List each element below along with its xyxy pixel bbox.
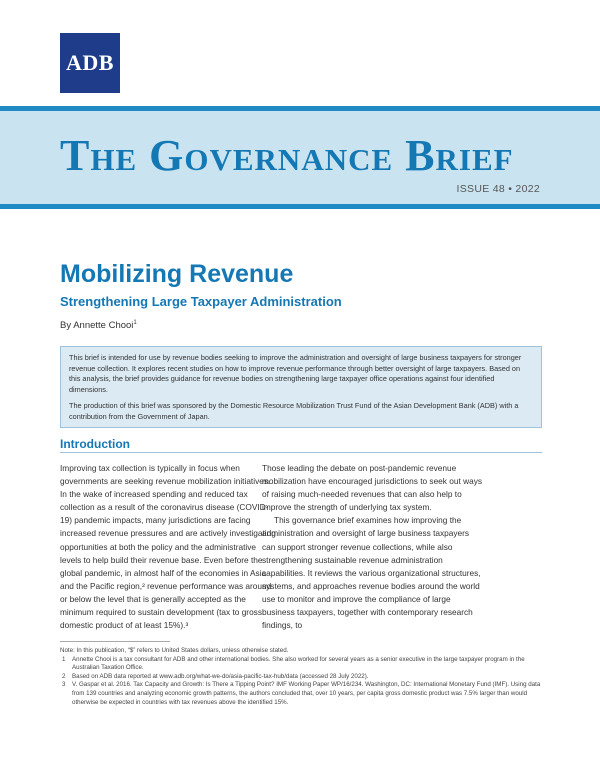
abstract-paragraph-2: The production of this brief was sponsored by the Domestic Resource Mobilization Trust Fund of the Asian Development Bank (ADB) with a contribution from the Government of Japan.: [69, 401, 519, 421]
article-title: Mobilizing Revenue: [60, 260, 294, 288]
footnote-note: Note: In this publication, “$” refers to United States dollars, unless otherwise stated.: [60, 647, 289, 654]
right-column: [262, 462, 482, 632]
left-column: [60, 462, 278, 632]
intro-left-paragraph: Improving tax collection is typically in focus when governments are seeking revenue mobilization initiatives. In the wake of increased spending and reduced tax collection as a result of the coronavirus disease (COVID-19) pandemic impacts, many jurisdictions are facing increased revenue pressures and are actively investigating opportunities at both the policy and the administrative levels to help build their revenue base. Even before the global pandemic, in almost half of the economies in Asia and the Pacific region,² revenue performance was around or below the level that is generally accepted as the minimum required to sustain development (tax to gross domestic product of at least 15%).³: [60, 463, 276, 631]
introduction-heading: Introduction: [60, 437, 130, 451]
footnote-text: V. Gaspar et al. 2016. Tax Capacity and Growth: Is There a Tipping Point? IMF Working Paper WP/16/234. Washington, DC: International Monetary Fund (IMF). Using data from 139 countries and analyzing economic growth patterns, the authors concluded that, over 10 years, per capita gross domestic product was 7.5% larger than would otherwise be expected in countries with tax revenues above the identified 15%.: [72, 681, 541, 706]
intro-right-paragraph-2: This governance brief examines how improving the administration and oversight of large business taxpayers can support stronger revenue collections, while also strengthening sustainable revenue administration capabilities. It reviews the various organizational structures, systems, and approaches revenue bodies around the world use to monitor and improve the compliance of large business taxpayers, together with contemporary research findings, to: [262, 515, 481, 631]
footnote-number: 3: [62, 681, 66, 689]
abstract-box: [60, 346, 542, 428]
adb-logo: [60, 33, 120, 93]
author: By Annette Chooi: [60, 320, 134, 332]
brief-title: The Governance Brief: [60, 131, 514, 180]
footnote-rule: [60, 641, 170, 642]
issue-number: ISSUE 48 • 2022: [456, 183, 540, 195]
footnote-number: 2: [62, 672, 66, 680]
footnote-text: Based on ADB data reported at www.adb.org/what-we-do/asia-pacific-tax-hub/data (accessed 28 July 2022).: [72, 672, 369, 680]
footnote-1: [60, 656, 542, 673]
logo-text: ADB: [66, 50, 114, 75]
footnote-2: [60, 673, 542, 682]
intro-right-paragraph-1: Those leading the debate on post-pandemic revenue mobilization have encouraged jurisdictions to seek out ways of raising much-needed revenues that can also help to improve the strength of underlying tax system.: [262, 463, 482, 513]
footnotes: [60, 647, 542, 707]
footnote-number: 1: [62, 655, 66, 663]
byline-footnote-ref: 1: [133, 320, 137, 326]
byline: [60, 320, 137, 331]
abstract-paragraph-1: This brief is intended for use by revenue bodies seeking to improve the administration and oversight of large business taxpayers for stronger revenue collection. It explores recent studies on how to improve revenue performance through better oversight of large taxpayers. Based on this analysis, the brief provides guidance for revenue bodies on strengthening large taxpayer office operations against four identified dimensions.: [69, 353, 522, 394]
footnote-3: [60, 681, 542, 707]
article-subtitle: Strengthening Large Taxpayer Administration: [60, 294, 342, 309]
band-bottom-rule: [0, 204, 600, 209]
band-top-rule: [0, 106, 600, 111]
footnote-text: Annette Chooi is a tax consultant for ADB and other international bodies. She also worked for several years as a senior executive in the large taxpayer program in the Australian Taxation Office.: [72, 655, 525, 672]
section-rule: [60, 452, 542, 453]
